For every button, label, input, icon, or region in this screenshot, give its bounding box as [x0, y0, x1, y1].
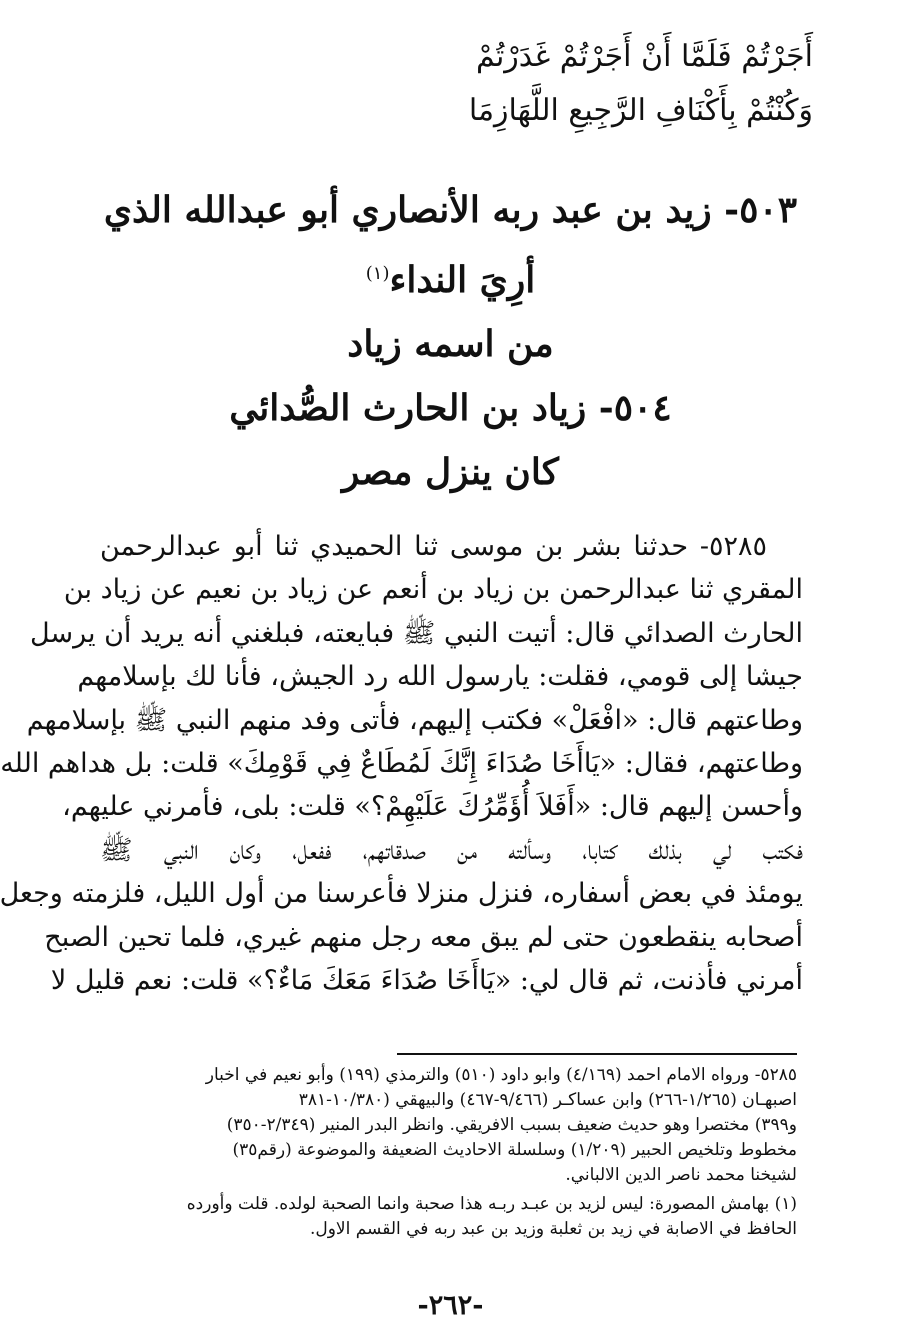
body-line: فكتب لي بذلك كتابا، وسألته من صدقاتهم، ففعل، وكان النبي ﷺ: [100, 834, 803, 866]
footnotes: [128, 1063, 797, 1242]
heading-entry-504: ٥٠٤- زياد بن الحارث الصُّدائي: [229, 387, 672, 429]
footnote-line: ٥٢٨٥- ورواه الامام احمد (٤/١٦٩) وابو داود (٥١٠) والترمذي (١٩٩) وأبو نعيم في اخبار: [205, 1065, 797, 1085]
body-line: ٥٢٨٥- حدثنا بشر بن موسى ثنا الحميدي ثنا أبو عبدالرحمن: [100, 531, 767, 562]
poem-line-2: وَكُنْتُمْ بِأَكْنَافِ الرَّجِيعِ اللَّهَازِمَا: [468, 93, 813, 128]
footnote-line: و٣٩٩) مختصرا وهو حديث ضعيف بسبب الافريقي. وانظر البدر المنير (٢/٣٤٩-٣٥٠): [226, 1115, 797, 1135]
section-headings: [90, 178, 811, 504]
body-line: الحارث الصدائي قال: أتيت النبي ﷺ فبايعته، فبلغني أنه يريد أن يرسل: [30, 617, 803, 649]
footnote-divider: [397, 1053, 797, 1055]
poem-verse: [120, 30, 813, 138]
hadith-body: [0, 525, 803, 1002]
body-line: أصحابه ينقطعون حتى لم يبق معه رجل منهم غيري، فلما تحين الصبح: [44, 921, 803, 953]
heading-residence: كان ينزل مصر: [342, 451, 559, 493]
body-line: يومئذ في بعض أسفاره، فنزل منزلا فأعرسنا من أول الليل، فلزمته وجعل: [0, 878, 803, 910]
footnote-line: (١) بهامش المصورة: ليس لزيد بن عبـد ربـه هذا صحبة وانما الصحبة لولده. قلت وأورده: [186, 1194, 797, 1214]
body-line: جيشا إلى قومي، فقلت: يارسول الله رد الجيش، فأنا لك بإسلامهم: [77, 661, 803, 693]
footnote-line: الحافظ في الاصابة في زيد بن ثعلبة وزيد بن عبد ربه في القسم الاول.: [309, 1219, 797, 1239]
body-line: وطاعتهم، فقال: «يَاأَخَا صُدَاءَ إِنَّكَ لَمُطَاعٌ فِي قَوْمِكَ» قلت: بل هداهم الله: [0, 748, 803, 780]
footnote-line: لشيخنا محمد ناصر الدين الالباني.: [565, 1165, 797, 1185]
body-line: وأحسن إليهم قال: «أَفَلاَ أُؤَمِّرُكَ عَلَيْهِمْ؟» قلت: بلى، فأمرني عليهم،: [62, 791, 803, 823]
poem-line-1: أَجَرْتُمْ فَلَمَّا أَنْ أَجَرْتُمْ غَدَرْتُمْ: [475, 39, 813, 74]
heading-entry-503-cont: [90, 242, 811, 312]
footnote-line: مخطوط وتلخيص الحبير (١/٢٠٩) وسلسلة الاحاديث الضعيفة والموضوعة (رقم٣٥): [232, 1140, 797, 1160]
heading-entry-503: ٥٠٣- زيد بن عبد ربه الأنصاري أبو عبدالله الذي: [103, 189, 798, 231]
page-number: -٢٦٢-: [417, 1290, 484, 1321]
heading-section-name: من اسمه زياد: [347, 323, 554, 365]
body-line: وطاعتهم قال: «افْعَلْ» فكتب إليهم، فأتى وفد منهم النبي ﷺ بإسلامهم: [26, 704, 803, 736]
body-line: المقري ثنا عبدالرحمن بن زياد بن أنعم عن زياد بن نعيم عن زياد بن: [63, 574, 803, 606]
heading-entry-503-cont-text: أرِيَ النداء: [389, 259, 536, 301]
footnote-line: اصبهـان (١/٢٦٥-٢٦٦) وابن عساكـر (٩/٤٦٦-٤٦٧) والبيهقي (١٠/٣٨٠-٣٨١: [298, 1090, 797, 1110]
body-line: أمرني فأذنت، ثم قال لي: «يَاأَخَا صُدَاءَ مَعَكَ مَاءٌ؟» قلت: نعم قليل لا: [50, 965, 803, 997]
footnote-ref-1: (١): [365, 263, 390, 284]
